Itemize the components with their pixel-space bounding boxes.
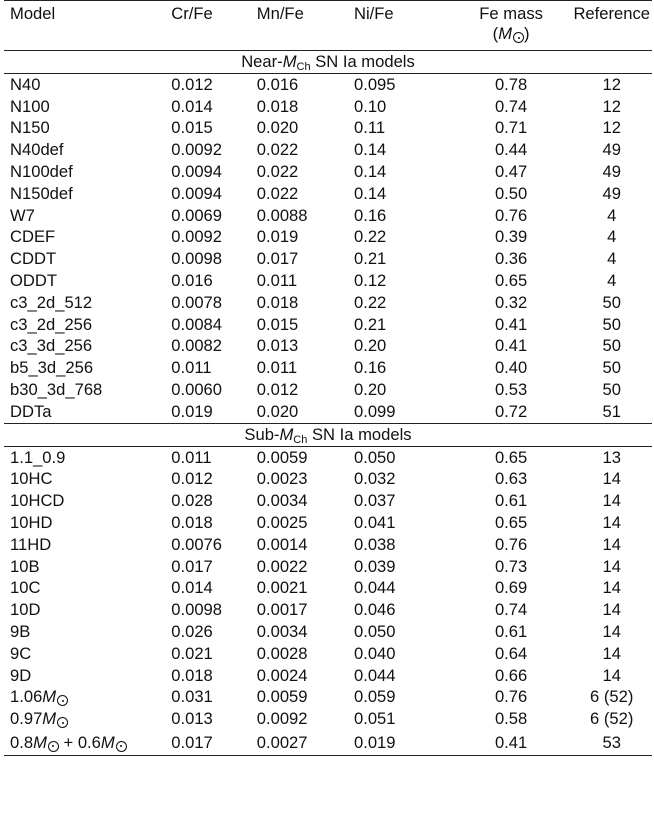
cell-ni-fe: 0.095	[353, 74, 396, 94]
table-row	[4, 599, 652, 621]
table-row	[4, 357, 652, 379]
cell-reference: 53	[573, 730, 652, 756]
cell-fe-mass: 0.74	[494, 96, 528, 116]
cell-cr-fe: 0.012	[171, 74, 213, 94]
cell-model: 10C	[10, 578, 41, 598]
cell-model: c3_3d_256	[10, 336, 93, 356]
cell-fe-mass: 0.39	[494, 227, 528, 247]
cell-cr-fe: 0.014	[171, 578, 213, 598]
cell-cr-fe: 0.0084	[171, 314, 223, 334]
section-title: Near-$M_{Ch}$ SN Ia models	[4, 51, 652, 74]
cell-model: 9C	[10, 643, 32, 663]
cell-mn-fe: 0.0092	[256, 709, 308, 729]
cell-reference: 12	[602, 74, 621, 94]
cell-mn-fe: 0.0088	[256, 205, 308, 225]
cell-mn-fe: 0.011	[256, 358, 298, 378]
section-header-row	[4, 51, 652, 74]
cell-fe-mass: 0.69	[494, 578, 528, 598]
cell-reference: 49	[602, 183, 621, 203]
cell-ni-fe: 0.050	[353, 447, 396, 467]
cell-model: c3_2d_256	[10, 314, 93, 334]
cell-reference: 50	[602, 314, 621, 334]
table-row	[4, 161, 652, 183]
cell-reference: 51	[602, 401, 621, 421]
cell-mn-fe: 0.0014	[256, 534, 308, 554]
abundance-table	[4, 0, 652, 756]
cell-cr-fe: 0.031	[171, 687, 213, 707]
cell-model: W7	[10, 205, 35, 225]
cell-mn-fe: 0.0027	[243, 730, 342, 756]
cell-reference: 49	[602, 140, 621, 160]
cell-ni-fe: 0.14	[353, 140, 387, 160]
cell-reference: 14	[602, 469, 621, 489]
cell-cr-fe: 0.0094	[171, 162, 223, 182]
cell-reference: 4	[607, 205, 617, 225]
cell-cr-fe: 0.019	[171, 401, 213, 421]
cell-ni-fe: 0.12	[353, 271, 387, 291]
header-row	[4, 1, 652, 51]
table-body	[4, 51, 652, 756]
solar-symbol-icon	[57, 717, 68, 728]
table-row	[4, 336, 652, 358]
cell-mn-fe: 0.020	[256, 118, 299, 138]
cell-reference: 14	[602, 513, 621, 533]
table-row	[4, 708, 652, 730]
cell-mn-fe: 0.0028	[256, 643, 308, 663]
solar-symbol-icon	[57, 695, 68, 706]
cell-model: 10B	[10, 556, 40, 576]
cell-mn-fe: 0.0059	[256, 447, 308, 467]
table-row	[4, 446, 652, 468]
table-row	[4, 227, 652, 249]
cell-fe-mass: 0.65	[494, 513, 528, 533]
cell-fe-mass: 0.50	[494, 183, 528, 203]
cell-reference: 50	[602, 380, 621, 400]
cell-reference: 14	[602, 643, 621, 663]
table-row	[4, 139, 652, 161]
cell-cr-fe: 0.0076	[171, 534, 223, 554]
cell-mn-fe: 0.020	[256, 401, 299, 421]
cell-fe-mass: 0.44	[494, 140, 528, 160]
cell-reference: 14	[602, 556, 621, 576]
table-row	[4, 512, 652, 534]
cell-mn-fe: 0.013	[256, 336, 299, 356]
solar-symbol-icon	[48, 741, 59, 752]
table-row	[4, 205, 652, 227]
section-header-row	[4, 423, 652, 446]
table-row	[4, 118, 652, 140]
cell-reference: 6 (52)	[590, 687, 634, 707]
cell-reference: 14	[602, 622, 621, 642]
cell-reference: 14	[602, 578, 621, 598]
cell-model: CDEF	[10, 227, 56, 247]
cell-cr-fe: 0.026	[171, 622, 213, 642]
cell-model: N100	[10, 96, 50, 116]
cell-model: 11HD	[10, 534, 52, 554]
cell-mn-fe: 0.0024	[256, 665, 308, 685]
table-row	[4, 556, 652, 578]
table-row	[4, 578, 652, 600]
cell-reference: 12	[602, 118, 621, 138]
header-fe-mass	[449, 1, 574, 51]
cell-reference: 14	[602, 665, 621, 685]
header-model: Model	[4, 1, 159, 51]
cell-mn-fe: 0.012	[256, 380, 299, 400]
cell-fe-mass: 0.78	[494, 74, 528, 94]
cell-ni-fe: 0.019	[342, 730, 449, 756]
cell-model: N150	[10, 118, 50, 138]
cell-fe-mass: 0.41	[494, 336, 528, 356]
cell-reference: 12	[602, 96, 621, 116]
cell-model: b5_3d_256	[10, 358, 94, 378]
cell-mn-fe: 0.0021	[256, 578, 308, 598]
cell-cr-fe: 0.011	[171, 358, 212, 378]
cell-model: N40def	[10, 140, 64, 160]
cell-fe-mass: 0.41	[494, 314, 528, 334]
cell-cr-fe: 0.0092	[171, 227, 223, 247]
cell-fe-mass: 0.58	[494, 709, 528, 729]
table-row	[4, 730, 652, 756]
table-row	[4, 292, 652, 314]
cell-ni-fe: 0.21	[353, 249, 387, 269]
cell-mn-fe: 0.016	[256, 74, 299, 94]
cell-ni-fe: 0.22	[353, 227, 387, 247]
cell-cr-fe: 0.028	[171, 491, 213, 511]
header-ni-fe: Ni/Fe	[342, 1, 449, 51]
cell-fe-mass: 0.74	[494, 600, 528, 620]
table-row	[4, 665, 652, 687]
cell-ni-fe: 0.040	[353, 643, 396, 663]
cell-mn-fe: 0.0017	[256, 600, 308, 620]
cell-cr-fe: 0.018	[171, 513, 213, 533]
table-row	[4, 490, 652, 512]
cell-reference: 50	[602, 358, 621, 378]
cell-model: b30_3d_768	[10, 380, 103, 400]
cell-model: ODDT	[10, 271, 58, 291]
cell-reference: 14	[602, 491, 621, 511]
cell-cr-fe: 0.0098	[171, 600, 223, 620]
cell-model: N40	[10, 74, 41, 94]
cell-ni-fe: 0.22	[353, 292, 387, 312]
cell-cr-fe: 0.0092	[171, 140, 223, 160]
cell-fe-mass: 0.53	[494, 380, 528, 400]
cell-ni-fe: 0.099	[353, 401, 396, 421]
table-row	[4, 248, 652, 270]
cell-fe-mass: 0.61	[494, 491, 528, 511]
cell-mn-fe: 0.022	[256, 140, 299, 160]
cell-model: 9D	[10, 665, 32, 685]
cell-reference: 4	[607, 227, 617, 247]
cell-fe-mass: 0.76	[494, 205, 528, 225]
cell-model: DDTa	[10, 401, 52, 421]
cell-fe-mass: 0.32	[494, 292, 528, 312]
cell-fe-mass: 0.73	[494, 556, 528, 576]
cell-fe-mass: 0.64	[494, 643, 528, 663]
cell-fe-mass: 0.40	[494, 358, 528, 378]
cell-fe-mass: 0.76	[494, 534, 528, 554]
cell-cr-fe: 0.016	[171, 271, 213, 291]
cell-mn-fe: 0.0022	[256, 556, 308, 576]
cell-model: 10D	[10, 600, 41, 620]
table-row	[4, 96, 652, 118]
cell-ni-fe: 0.16	[353, 205, 387, 225]
table-row	[4, 379, 652, 401]
table-row	[4, 687, 652, 709]
cell-reference: 6 (52)	[590, 709, 634, 729]
cell-model: 0.8M + 0.6M	[4, 730, 159, 756]
cell-model: 10HC	[10, 469, 53, 489]
cell-fe-mass: 0.76	[494, 687, 528, 707]
cell-fe-mass: 0.47	[494, 162, 528, 182]
cell-fe-mass: 0.61	[494, 622, 528, 642]
table-row	[4, 314, 652, 336]
table-row	[4, 534, 652, 556]
cell-ni-fe: 0.059	[353, 687, 396, 707]
cell-ni-fe: 0.044	[353, 665, 396, 685]
cell-cr-fe: 0.0094	[171, 183, 223, 203]
cell-mn-fe: 0.0034	[256, 622, 308, 642]
cell-cr-fe: 0.0078	[171, 292, 223, 312]
cell-ni-fe: 0.14	[353, 183, 387, 203]
header-fe-mass-label: Fe mass	[479, 4, 543, 23]
cell-ni-fe: 0.032	[353, 469, 396, 489]
cell-mn-fe: 0.018	[256, 292, 299, 312]
cell-model: c3_2d_512	[10, 292, 93, 312]
cell-fe-mass: 0.36	[494, 249, 528, 269]
table-row	[4, 74, 652, 96]
cell-ni-fe: 0.11	[353, 118, 386, 138]
cell-fe-mass: 0.71	[494, 118, 528, 138]
cell-cr-fe: 0.018	[171, 665, 213, 685]
cell-reference: 14	[602, 534, 621, 554]
cell-fe-mass: 0.63	[494, 469, 528, 489]
cell-ni-fe: 0.038	[353, 534, 396, 554]
cell-fe-mass: 0.66	[494, 665, 528, 685]
cell-cr-fe: 0.014	[171, 96, 213, 116]
header-cr-fe: Cr/Fe	[159, 1, 243, 51]
cell-cr-fe: 0.011	[171, 447, 212, 467]
cell-mn-fe: 0.017	[256, 249, 299, 269]
cell-ni-fe: 0.14	[353, 162, 387, 182]
cell-mn-fe: 0.019	[256, 227, 299, 247]
table-row	[4, 183, 652, 205]
cell-reference: 49	[602, 162, 621, 182]
cell-cr-fe: 0.017	[171, 556, 213, 576]
table-row	[4, 270, 652, 292]
header-reference: Reference	[573, 1, 652, 51]
cell-cr-fe: 0.0069	[171, 205, 223, 225]
cell-mn-fe: 0.022	[256, 162, 299, 182]
cell-model: N100def	[10, 162, 73, 182]
cell-cr-fe: 0.0082	[171, 336, 223, 356]
cell-model: 9B	[10, 622, 31, 642]
cell-mn-fe: 0.0025	[256, 513, 308, 533]
table-row	[4, 401, 652, 423]
cell-model: 0.97M	[4, 708, 159, 730]
cell-ni-fe: 0.039	[353, 556, 396, 576]
table-row	[4, 621, 652, 643]
cell-ni-fe: 0.20	[353, 336, 387, 356]
header-fe-mass-unit: (M )	[492, 24, 530, 43]
solar-symbol-icon	[116, 741, 127, 752]
table-row	[4, 643, 652, 665]
cell-mn-fe: 0.011	[256, 271, 298, 291]
cell-cr-fe: 0.0060	[171, 380, 223, 400]
cell-cr-fe: 0.021	[171, 643, 213, 663]
cell-mn-fe: 0.0034	[256, 491, 308, 511]
cell-ni-fe: 0.044	[353, 578, 396, 598]
cell-ni-fe: 0.16	[353, 358, 387, 378]
section-title: Sub-$M_{Ch}$ SN Ia models	[4, 423, 652, 446]
cell-cr-fe: 0.015	[171, 118, 213, 138]
cell-model: 10HD	[10, 513, 53, 533]
cell-model: CDDT	[10, 249, 57, 269]
cell-cr-fe: 0.012	[171, 469, 213, 489]
cell-reference: 50	[602, 292, 621, 312]
cell-mn-fe: 0.0023	[256, 469, 308, 489]
cell-reference: 4	[607, 249, 617, 269]
cell-cr-fe: 0.013	[171, 709, 213, 729]
cell-ni-fe: 0.10	[353, 96, 387, 116]
cell-model: 1.1_0.9	[10, 447, 66, 467]
cell-model: 1.06M	[4, 687, 159, 709]
cell-mn-fe: 0.015	[256, 314, 299, 334]
cell-fe-mass: 0.65	[494, 271, 528, 291]
cell-ni-fe: 0.041	[353, 513, 396, 533]
cell-ni-fe: 0.21	[353, 314, 387, 334]
cell-ni-fe: 0.046	[353, 600, 396, 620]
cell-ni-fe: 0.050	[353, 622, 396, 642]
header-mn-fe: Mn/Fe	[243, 1, 342, 51]
table-row	[4, 469, 652, 491]
cell-ni-fe: 0.20	[353, 380, 387, 400]
cell-fe-mass: 0.72	[494, 401, 528, 421]
cell-ni-fe: 0.051	[353, 709, 396, 729]
solar-symbol-icon	[513, 32, 524, 43]
cell-reference: 13	[602, 447, 621, 467]
cell-reference: 14	[602, 600, 621, 620]
cell-mn-fe: 0.022	[256, 183, 299, 203]
cell-mn-fe: 0.0059	[256, 687, 308, 707]
cell-ni-fe: 0.037	[353, 491, 396, 511]
cell-cr-fe: 0.0098	[171, 249, 223, 269]
cell-reference: 50	[602, 336, 621, 356]
cell-model: N150def	[10, 183, 73, 203]
cell-mn-fe: 0.018	[256, 96, 299, 116]
cell-fe-mass: 0.41	[449, 730, 574, 756]
cell-reference: 4	[607, 271, 617, 291]
cell-cr-fe: 0.017	[159, 730, 243, 756]
cell-fe-mass: 0.65	[494, 447, 528, 467]
cell-model: 10HCD	[10, 491, 65, 511]
